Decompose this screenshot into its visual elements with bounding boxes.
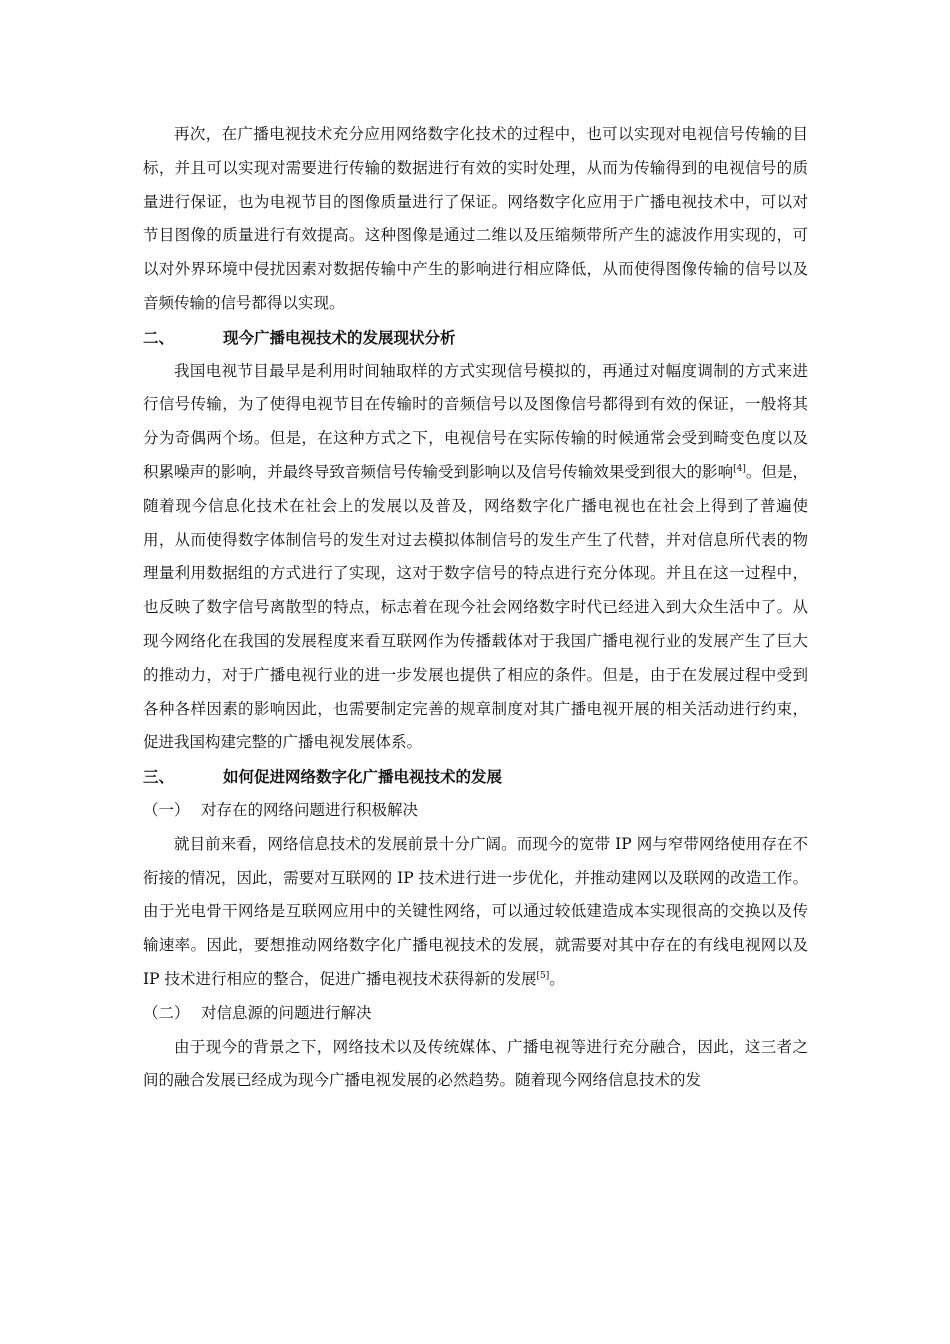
section-number: 二、 — [143, 327, 175, 347]
subsection-title: 对存在的网络问题进行积极解决 — [201, 800, 419, 819]
subsection-number: （二） — [143, 1003, 190, 1022]
citation-ref: [5] — [536, 970, 550, 981]
paragraph-text: 我国电视节目最早是利用时间轴取样的方式实现信号模拟的，再通过对幅度调制的方式来进行信号传输，为了使得电视节目在传输时的音频信号以及图像信号都得到有效的保证，一般将其分为奇偶两个场。但是，在这种方式之下，电视信号在实际传输的时候通常会受到畸变色度以及积累噪声的影响，并最终导致音频信号传输受到影响以及信号传输效果受到很大的影响 — [143, 361, 808, 481]
section-heading-3 — [143, 760, 808, 794]
paragraph-network-problems — [143, 828, 808, 997]
citation-ref: [4] — [733, 463, 746, 474]
paragraph-digital-transmission — [143, 118, 808, 321]
paragraph-text: 再次，在广播电视技术充分应用网络数字化技术的过程中，也可以实现对电视信号传输的目标，并且可以实现对需要进行传输的数据进行有效的实时处理，从而为传输得到的电视信号的质量进行保证，也为电视节目的图像质量进行了保证。网络数字化应用于广播电视技术中，可以对节目图像的质量进行有效提高。这种图像是通过二维以及压缩频带所产生的滤波作用实现的，可以对外界环境中侵扰因素对数据传输中产生的影响进行相应降低，从而使得图像传输的信号以及音频传输的信号都得以实现。 — [143, 125, 808, 312]
paragraph-current-status — [143, 355, 808, 761]
section-title: 现今广播电视技术的发展现状分析 — [223, 327, 456, 347]
subsection-heading-2 — [143, 997, 808, 1031]
paragraph-text: 。 — [549, 969, 565, 988]
paragraph-text: 由于现今的背景之下，网络技术以及传统媒体、广播电视等进行充分融合，因此，这三者之间的融合发展已经成为现今广播电视发展的必然趋势。随着现今网络信息技术的发 — [143, 1037, 808, 1090]
section-title: 如何促进网络数字化广播电视技术的发展 — [223, 767, 503, 787]
subsection-title: 对信息源的问题进行解决 — [201, 1003, 372, 1022]
paragraph-text: 就目前来看，网络信息技术的发展前景十分广阔。而现今的宽带 IP 网与窄带网络使用存在不衔接的情况，因此，需要对互联网的 IP 技术进行进一步优化，并推动建网以及联网的改造工作。由于光电骨干网络是互联网应用中的关键性网络，可以通过较低建造成本实现很高的交换以及传输速率。因此，要想推动网络数字化广播电视技术的发展，就需要对其中存在的有线电视网以及 IP 技术进行相应的整合，促进广播电视技术获得新的发展 — [143, 834, 808, 988]
document-page — [143, 118, 808, 1098]
section-heading-2 — [143, 321, 808, 355]
subsection-number: （一） — [143, 800, 190, 819]
section-number: 三、 — [143, 767, 175, 787]
subsection-heading-1 — [143, 794, 808, 828]
paragraph-text: 。但是，随着现今信息化技术在社会上的发展以及普及，网络数字化广播电视也在社会上得到了普遍使用，从而使得数字体制信号的发生对过去模拟体制信号的发生产生了代替，并对信息所代表的物理量利用数据组的方式进行了实现，这对于数字信号的特点进行充分体现。并且在这一过程中，也反映了数字信号离散型的特点，标志着在现今社会网络数字时代已经进入到大众生活中了。从现今网络化在我国的发展程度来看互联网作为传播载体对于我国广播电视行业的发展产生了巨大的推动力，对于广播电视行业的进一步发展也提供了相应的条件。但是，由于在发展过程中受到各种各样因素的影响因此，也需要制定完善的规章制度对其广播电视开展的相关活动进行约束，促进我国构建完整的广播电视发展体系。 — [143, 462, 808, 752]
paragraph-information-source — [143, 1031, 808, 1099]
